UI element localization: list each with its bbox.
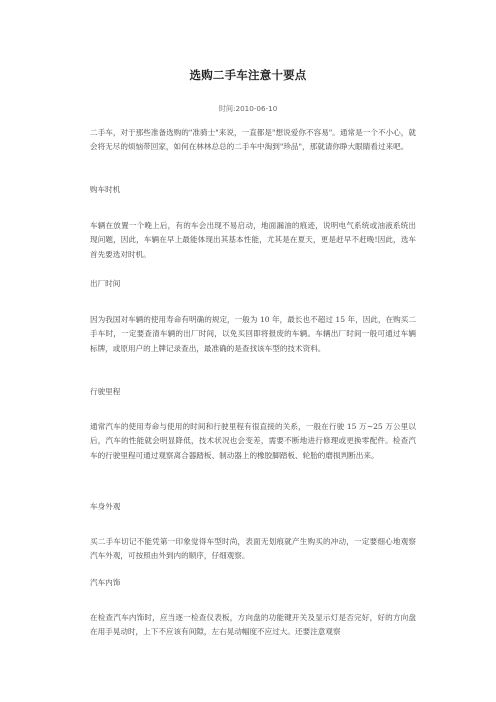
article-date: 时间:2010-06-10 bbox=[218, 104, 278, 113]
section-heading-timing: 购车时机 bbox=[90, 185, 121, 194]
section-heading-exterior: 车身外观 bbox=[90, 502, 121, 511]
section-heading-production-date: 出厂时间 bbox=[90, 279, 121, 288]
section-body-production-date: 因为我国对车辆的使用寿命有明确的规定，一般为 10 年，最长也不超过 15 年，因此，在购买二手车时，一定要查清车辆的出厂时间，以免买回即将报废的车辆。车辆出厂时间一般可通过车辆标牌，或原用户的上牌记录查出，最准确的是查找该车型的技术资料。 bbox=[90, 315, 416, 353]
section-body-interior: 在检查汽车内饰时，应当逐一检查仪表板，方向盘的功能键开关及显示灯是否完好，好的方向盘在用手晃动时，上下不应该有间隙，左右晃动幅度不应过大。还要注意观察 bbox=[90, 613, 416, 637]
section-heading-mileage: 行驶里程 bbox=[90, 387, 121, 396]
section-body-mileage: 通常汽车的使用寿命与使用的时间和行驶里程有很直接的关系，一般在行驶 15 万~25 万公里以后，汽车的性能就会明显降低，技术状况也会变差，需要不断地进行修理或更换零配件。检查汽车的行驶里程可通过观察离合器踏板、制动器上的橡胶脚踏板、轮胎的磨损判断出来。 bbox=[90, 422, 416, 460]
section-body-exterior: 买二手车切记不能凭第一印象觉得车型时尚，表面无划痕就产生购买的冲动，一定要细心地观察汽车外观，可按照由外到内的顺序，仔细观察。 bbox=[90, 537, 416, 561]
article-title: 选购二手车注意十要点 bbox=[189, 68, 307, 82]
intro-paragraph: 二手车，对于那些准备选购的"准骑士"来说，一直都是"想说爱你不容易"。通常是一个不小心，就会将无尽的烦恼带回家，如何在林林总总的二手车中淘到"珍品"，那就请你睁大眼睛看过来吧。 bbox=[90, 128, 416, 152]
section-heading-interior: 汽车内饰 bbox=[90, 578, 121, 587]
section-body-timing: 车辆在放置一个晚上后，有的车会出现不易启动，地面漏油的痕迹，说明电气系统或油液系统出现问题，因此，车辆在早上最能体现出其基本性能，尤其是在夏天，更是赶早不赶晚!因此，选车首先要选对时机。 bbox=[90, 221, 416, 259]
